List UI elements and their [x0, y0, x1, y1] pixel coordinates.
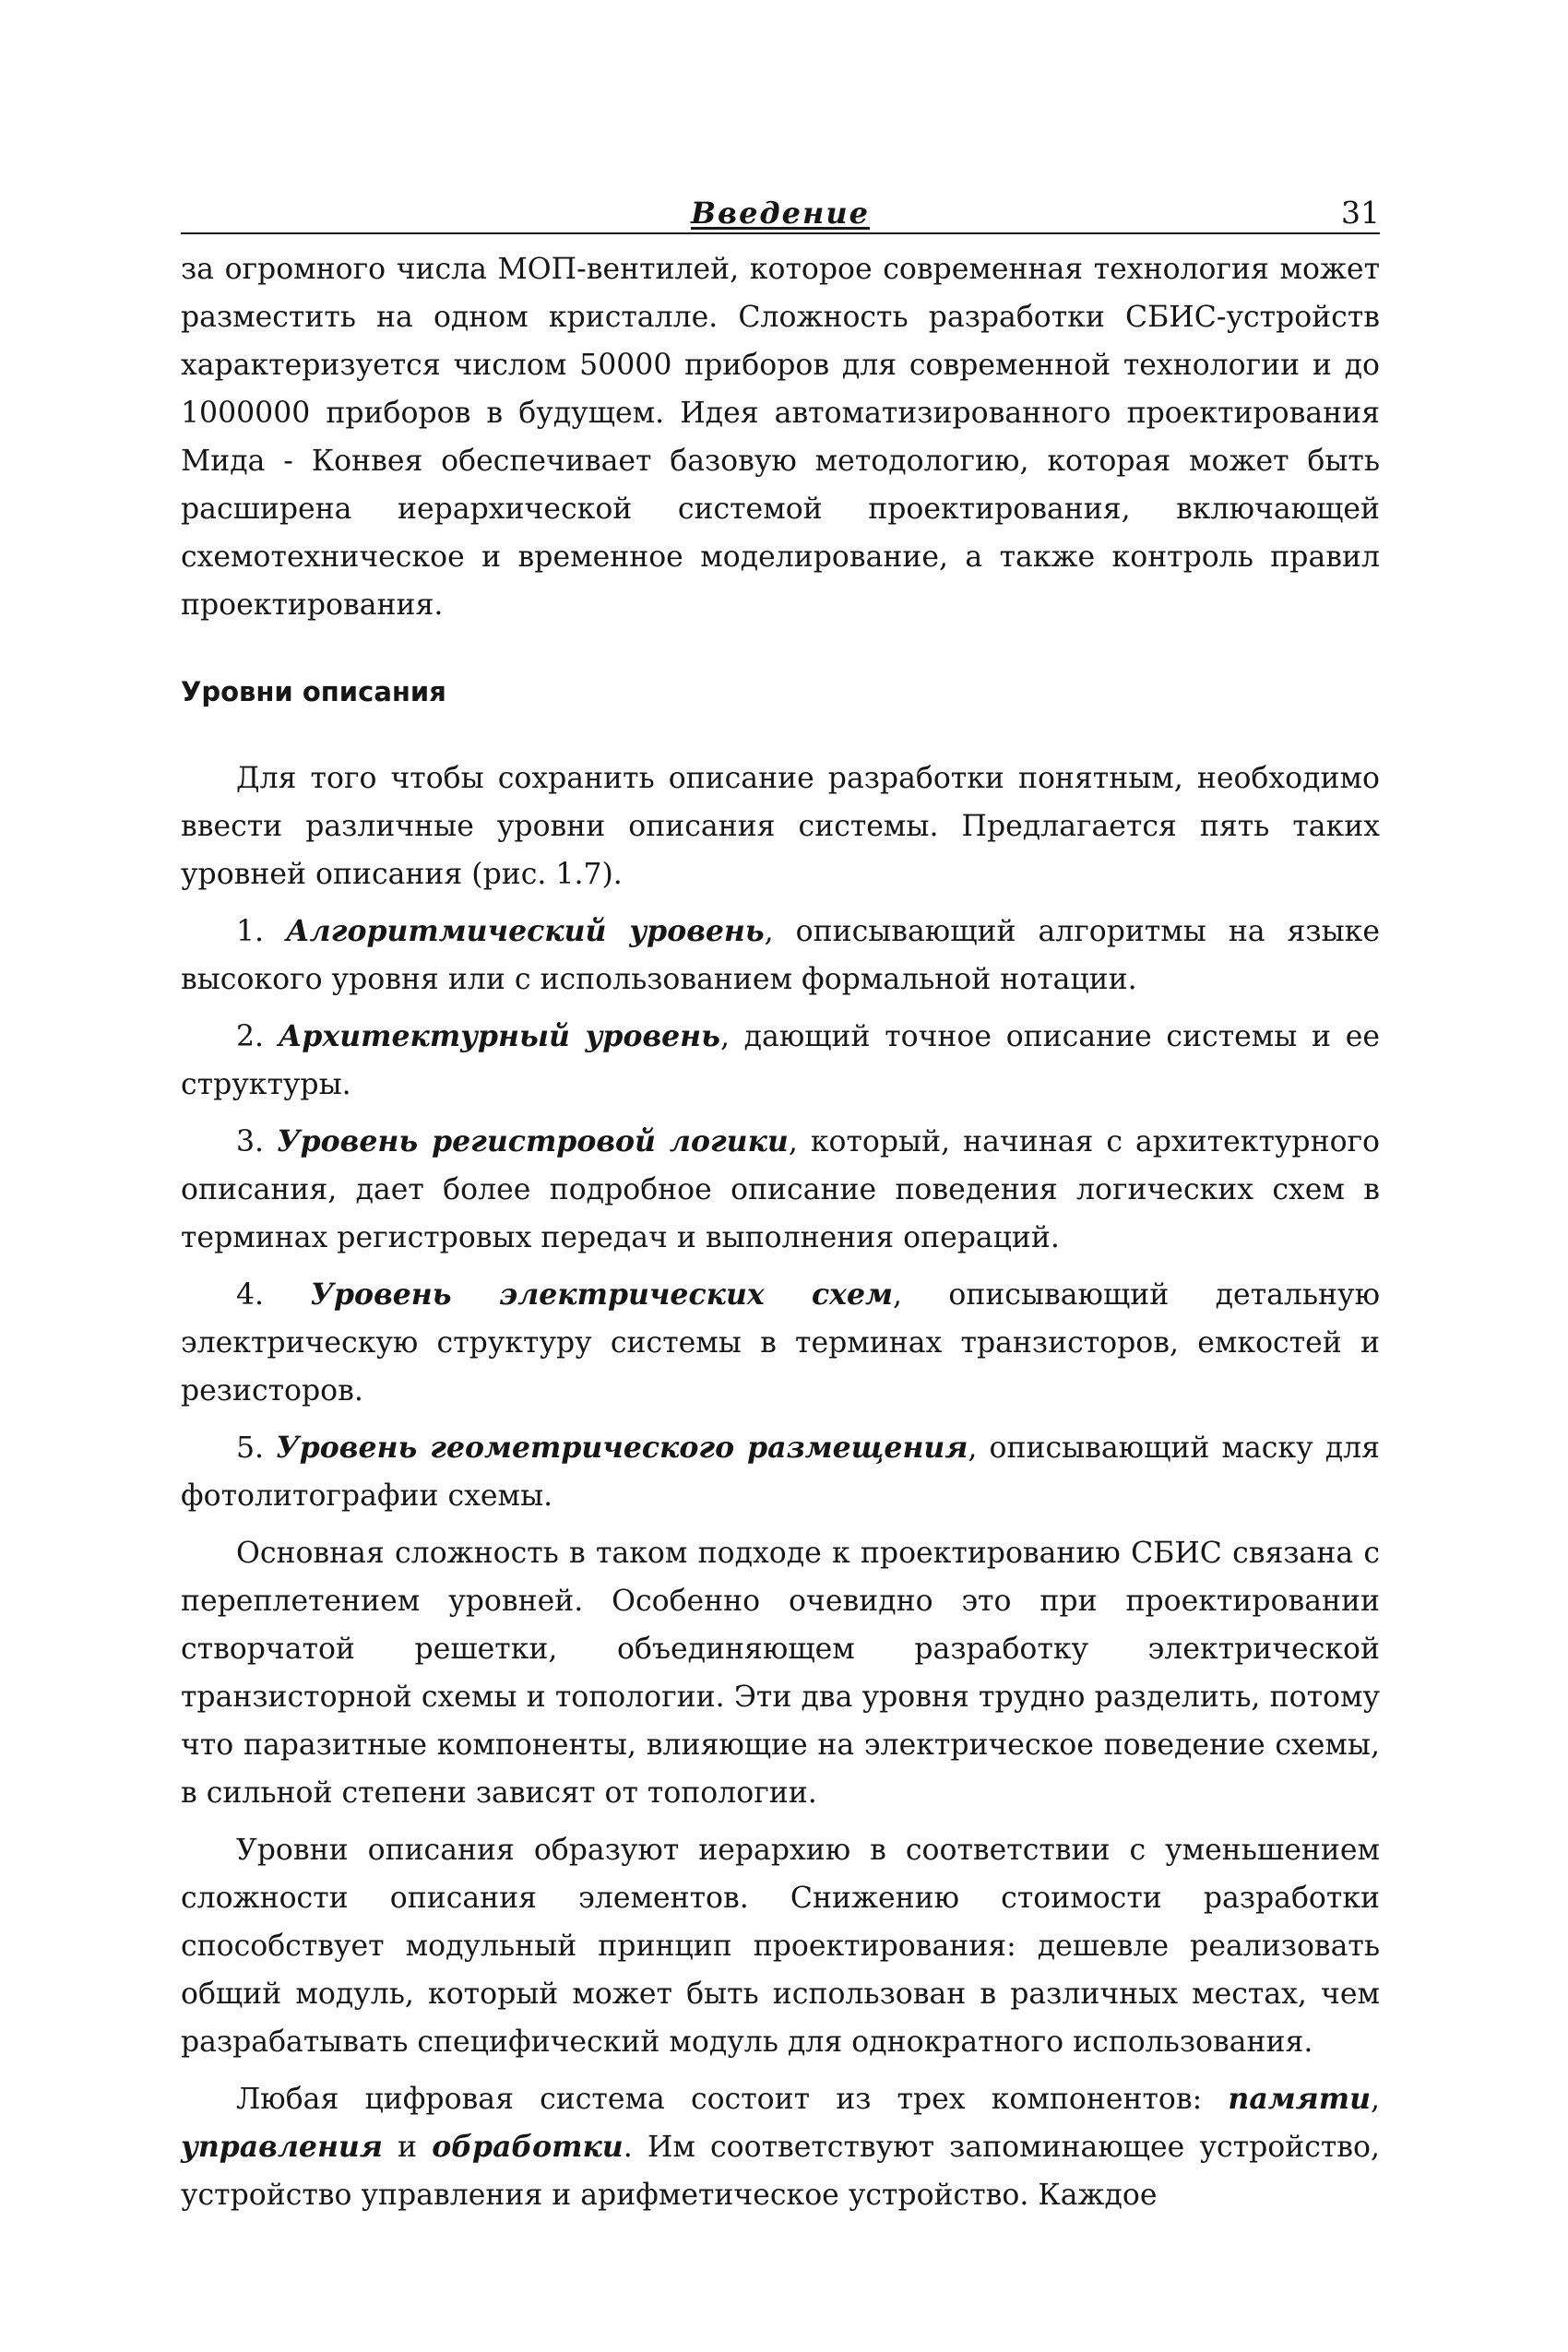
- hierarchy-paragraph: Уровни описания образуют иерархию в соответствии с уменьшением сложности описания элементов. Снижению стоимости разработки способствует модульный принцип проектирования: дешевле реализовать общий модуль, который может быть использован в различных местах, чем разрабатывать специфический модуль для однократного использования.: [181, 1834, 1380, 2059]
- list-item: [181, 1118, 1380, 1262]
- page-body: [181, 245, 1380, 2219]
- intro-paragraph: за огромного числа МОП-вентилей, которое современная технология может разместить на одном кристалле. Сложность разработки СБИС-устройств характеризуется числом 50000 приборов для современной технологии и до 1000000 приборов в будущем. Идея автоматизированного проектирования Мида - Конвея обеспечивает базовую методологию, которая может быть расширена иерархической системой проектирования, включающей схемотехническое и временное моделирование, а также контроль правил проектирования.: [181, 253, 1380, 622]
- running-header: [181, 190, 1380, 234]
- list-item-term: Архитектурный уровень: [278, 1019, 720, 1053]
- list-item: [181, 908, 1380, 1004]
- list-item-text: , описывающий маску для фотолитографии схемы.: [181, 1431, 1380, 1513]
- list-item: [181, 1013, 1380, 1109]
- list-item-number: 4.: [236, 1278, 265, 1312]
- list-item: [181, 1271, 1380, 1415]
- list-item-number: 1.: [236, 915, 265, 948]
- term-processing: обработки: [432, 2130, 624, 2164]
- term-memory: памяти: [1228, 2082, 1371, 2116]
- book-page: [181, 190, 1380, 2219]
- list-item-term: Уровень электрических схем: [310, 1277, 893, 1312]
- list-item-term: Уровень регистровой логики: [277, 1124, 789, 1158]
- list-item-text: , который, начиная с архитектурного описания, дает более подробное описание поведения логических схем в терминах регистровых передач и выполнения операций.: [181, 1125, 1381, 1254]
- complexity-paragraph: Основная сложность в таком подходе к проектированию СБИС связана с переплетением уровней. Особенно очевидно это при проектировании створчатой решетки, объединяющем разработку электрической транзисторной схемы и топологии. Эти два уровня трудно разделить, потому что паразитные компоненты, влияющие на электрическое поведение схемы, в сильной степени зависят от топологии.: [181, 1537, 1380, 1810]
- section-heading: Уровни описания: [181, 676, 446, 707]
- running-title: Введение: [691, 196, 870, 231]
- list-item-number: 2.: [236, 1020, 265, 1053]
- term-control: управления: [181, 2130, 383, 2164]
- list-item-term: Уровень геометрического размещения: [276, 1431, 968, 1465]
- list-item-text: , дающий точное описание системы и ее структуры.: [181, 1020, 1381, 1101]
- components-text-start: Любая цифровая система состоит из трех компонентов:: [236, 2083, 1229, 2116]
- page-number: 31: [1341, 195, 1380, 231]
- list-item-term: Алгоритмический уровень: [286, 914, 765, 948]
- components-text-end: . Им соответствуют запоминающее устройство, устройство управления и арифметическое устройство. Каждое: [181, 2131, 1380, 2212]
- list-item: [181, 1424, 1380, 1520]
- section-lead-paragraph: Для того чтобы сохранить описание разработки понятным, необходимо ввести различные уровни описания системы. Предлагается пять таких уровней описания (рис. 1.7).: [181, 762, 1380, 891]
- list-item-number: 5.: [236, 1431, 265, 1465]
- components-and: и: [382, 2131, 433, 2164]
- list-item-number: 3.: [236, 1125, 265, 1158]
- list-item-text: , описывающий алгоритмы на языке высокого уровня или с использованием формальной нотации.: [181, 915, 1380, 996]
- list-item-text: , описывающий детальную электрическую структуру системы в терминах транзисторов, емкостей и резисторов.: [181, 1278, 1380, 1408]
- components-paragraph: [181, 2075, 1380, 2219]
- components-comma: ,: [1370, 2083, 1380, 2116]
